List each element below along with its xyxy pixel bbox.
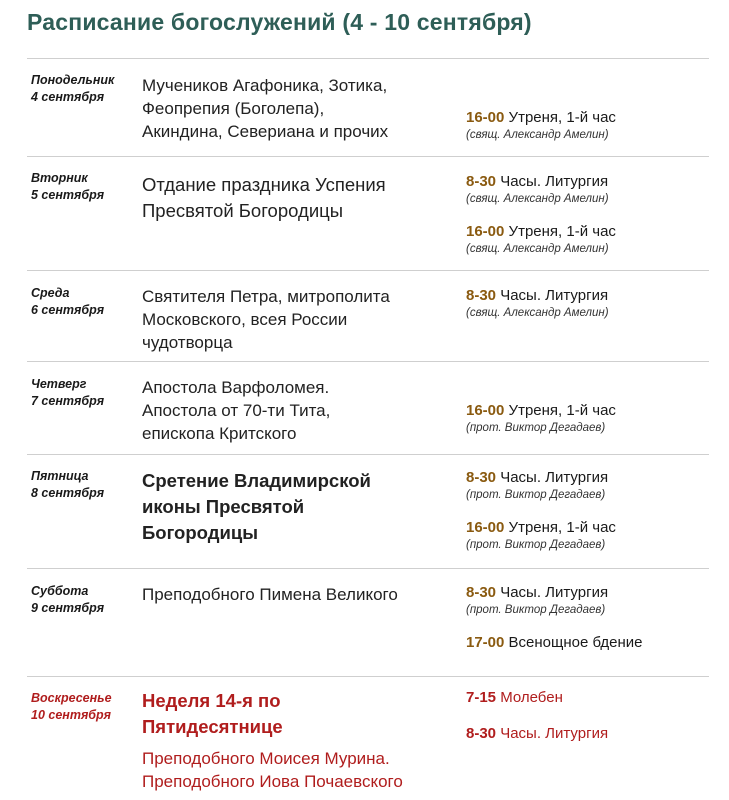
feast-line: Феопрепия (Боголепа), [142, 99, 325, 118]
divider [27, 454, 709, 455]
feast-line: Богородицы [142, 522, 259, 543]
service-priest: (прот. Виктор Дегадаев) [466, 604, 606, 616]
feast-name [142, 285, 452, 354]
feast-line: Пятидесятнице [142, 716, 283, 737]
service-name: Молебен [500, 689, 563, 706]
service-name: Часы. Литургия [500, 287, 609, 304]
service-time: 7-15 [466, 689, 497, 706]
service-name: Утреня, 1-й час [508, 519, 616, 536]
service-item [466, 468, 716, 503]
feast-extra [142, 747, 462, 793]
feast-line: Пресвятой Богородицы [142, 200, 344, 221]
day-label [31, 72, 114, 106]
feast-line: иконы Пресвятой [142, 496, 305, 517]
feast-line: Преподобного Моисея Мурина. [142, 749, 390, 768]
service-time: 8-30 [466, 469, 497, 486]
service-item [466, 108, 716, 143]
feast-name [142, 583, 452, 606]
divider [27, 568, 709, 569]
service-name: Утреня, 1-й час [508, 109, 616, 126]
service-priest: (прот. Виктор Дегадаев) [466, 489, 606, 501]
service-name: Часы. Литургия [500, 725, 609, 742]
divider [27, 676, 709, 677]
feast-name [142, 376, 452, 445]
service-name: Всенощное бдение [508, 634, 643, 651]
service-name: Утреня, 1-й час [508, 402, 616, 419]
service-time: 8-30 [466, 584, 497, 601]
service-item [466, 688, 716, 708]
service-time: 8-30 [466, 287, 497, 304]
service-priest: (прот. Виктор Дегадаев) [466, 539, 606, 551]
date: 5 сентября [31, 188, 105, 202]
service-priest: (свящ. Александр Амелин) [466, 243, 609, 255]
day-label [31, 690, 112, 724]
service-time: 8-30 [466, 725, 497, 742]
weekday: Вторник [31, 171, 88, 185]
feast-name [142, 688, 452, 740]
day-label [31, 376, 104, 410]
divider [27, 270, 709, 271]
service-priest: (прот. Виктор Дегадаев) [466, 422, 606, 434]
weekday: Воскресенье [31, 691, 112, 705]
feast-line: Московского, всея России [142, 310, 348, 329]
feast-line: Преподобного Иова Почаевского [142, 772, 403, 791]
service-item [466, 222, 716, 257]
service-time: 17-00 [466, 634, 505, 651]
feast-name [142, 74, 452, 143]
date: 7 сентября [31, 394, 105, 408]
day-label [31, 583, 104, 617]
day-label [31, 285, 104, 319]
date: 6 сентября [31, 303, 105, 317]
feast-line: Мучеников Агафоника, Зотика, [142, 76, 388, 95]
divider [27, 58, 709, 59]
service-item [466, 286, 716, 321]
feast-line: Преподобного Пимена Великого [142, 585, 398, 604]
service-name: Часы. Литургия [500, 173, 609, 190]
feast-line: Акиндина, Севериана и прочих [142, 122, 389, 141]
service-item [466, 583, 716, 618]
service-item [466, 518, 716, 553]
weekday: Пятница [31, 469, 89, 483]
feast-line: Неделя 14-я по [142, 690, 281, 711]
feast-line: Сретение Владимирской [142, 470, 371, 491]
service-time: 16-00 [466, 402, 505, 419]
service-priest: (свящ. Александр Амелин) [466, 307, 609, 319]
feast-line: Отдание праздника Успения [142, 174, 386, 195]
service-item [466, 724, 716, 744]
service-priest: (свящ. Александр Амелин) [466, 193, 609, 205]
date: 8 сентября [31, 486, 105, 500]
service-item [466, 633, 716, 653]
feast-name [142, 468, 452, 546]
weekday: Среда [31, 286, 70, 300]
service-time: 16-00 [466, 223, 505, 240]
feast-line: чудотворца [142, 333, 233, 352]
weekday: Суббота [31, 584, 89, 598]
day-label [31, 170, 104, 204]
divider [27, 361, 709, 362]
feast-line: Апостола от 70-ти Тита, [142, 401, 331, 420]
service-name: Утреня, 1-й час [508, 223, 616, 240]
feast-line: Апостола Варфоломея. [142, 378, 330, 397]
day-label [31, 468, 104, 502]
feast-line: епископа Критского [142, 424, 297, 443]
date: 9 сентября [31, 601, 105, 615]
service-name: Часы. Литургия [500, 584, 609, 601]
date: 4 сентября [31, 90, 105, 104]
page-title: Расписание богослужений (4 - 10 сентября) [27, 9, 532, 35]
service-time: 16-00 [466, 109, 505, 126]
date: 10 сентября [31, 708, 112, 722]
service-time: 8-30 [466, 173, 497, 190]
service-name: Часы. Литургия [500, 469, 609, 486]
weekday: Понодельник [31, 73, 115, 87]
weekday: Четверг [31, 377, 87, 391]
divider [27, 156, 709, 157]
service-priest: (свящ. Александр Амелин) [466, 129, 609, 141]
feast-line: Святителя Петра, митрополита [142, 287, 390, 306]
service-time: 16-00 [466, 519, 505, 536]
feast-name [142, 172, 452, 224]
service-item [466, 172, 716, 207]
service-item [466, 401, 716, 436]
